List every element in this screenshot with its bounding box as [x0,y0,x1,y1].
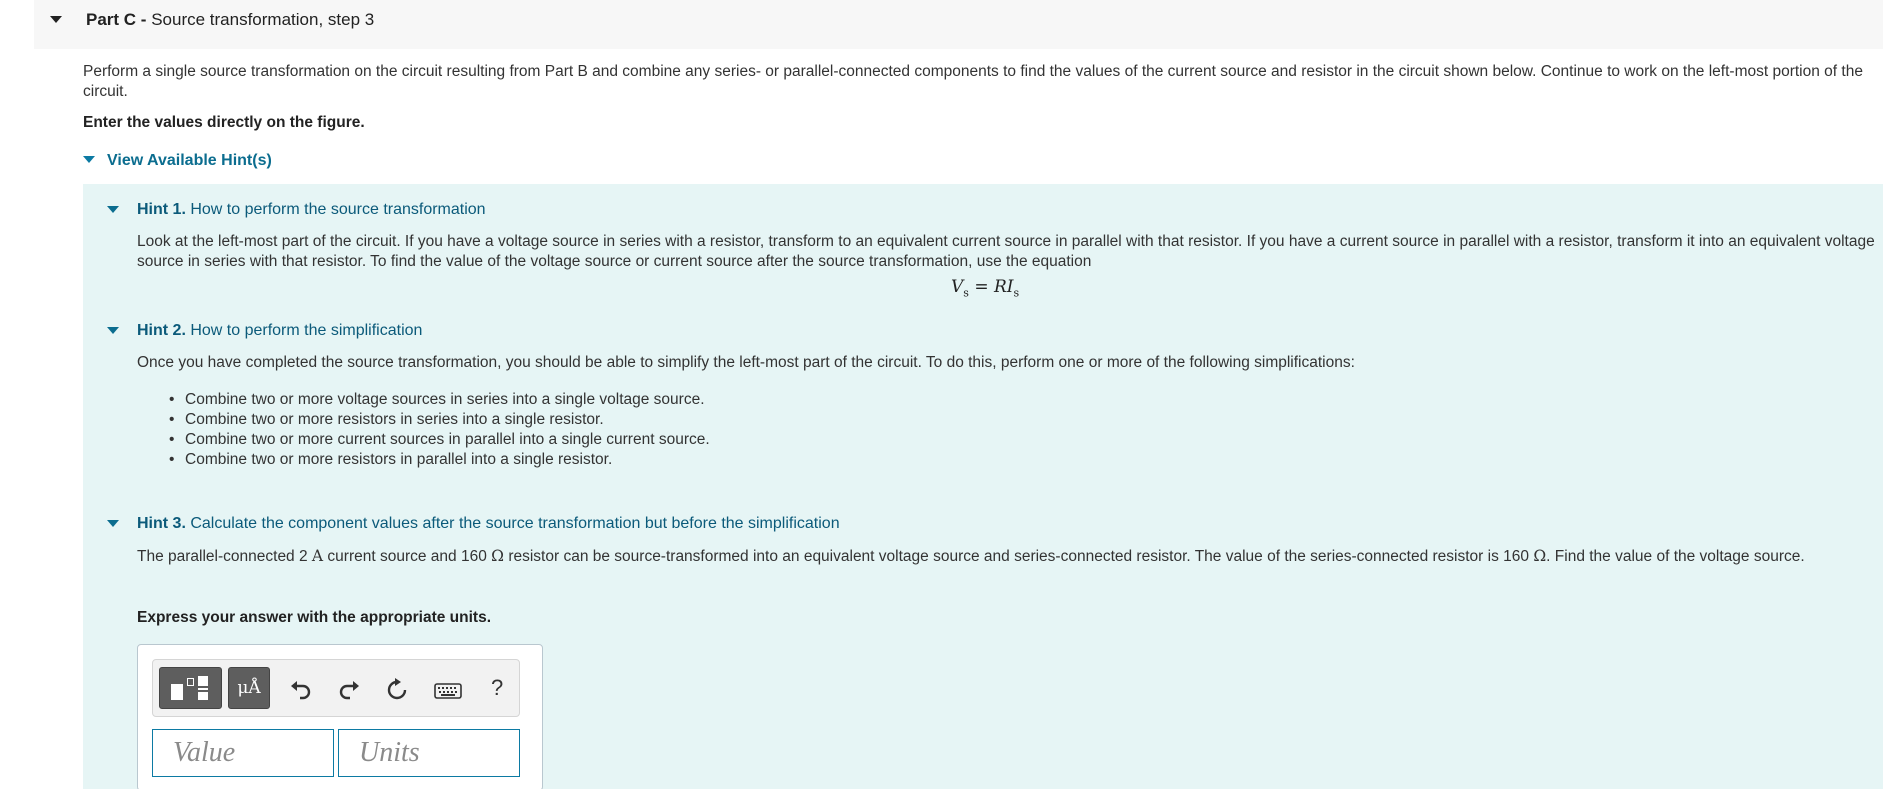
collapse-caret-icon[interactable] [50,16,62,23]
eq-rhs: RI [994,277,1014,297]
list-item: • Combine two or more voltage sources in series into a single voltage source. [169,390,710,410]
express-instruction: Express your answer with the appropriate units. [137,609,492,626]
help-button[interactable]: ? [491,675,504,700]
math-toolbar [152,659,520,717]
hint-2-header[interactable] [137,321,422,341]
unit-ohm: Ω [1533,547,1547,565]
answer-box [137,644,543,789]
part-title [86,10,374,30]
hint-3-text-4: . Find the value of the voltage source. [1546,548,1805,565]
eq-lhs-sub: s [963,286,969,300]
hint-3-text-3: resistor can be source-transformed into an equivalent voltage source and series-connected resistor. The value of the series-connected resistor is 160 [504,548,1534,565]
hint-3-header[interactable] [137,514,840,534]
eq-lhs: V [951,277,964,297]
list-item: • Combine two or more current sources in parallel into a single current source. [169,430,710,450]
eq-operator: = [968,277,994,297]
hint-3-body [137,546,1883,567]
hint-1-equation [951,277,1019,299]
hints-caret-icon[interactable] [83,156,95,163]
hint-1-number: Hint 1. [137,201,186,218]
view-hints-label[interactable]: View Available Hint(s) [107,152,272,169]
hint-3-number: Hint 3. [137,515,186,532]
redo-icon[interactable] [336,677,362,703]
hint-3-caret-icon[interactable] [107,520,119,527]
hint-3-text-1: The parallel-connected 2 [137,548,312,565]
reset-icon[interactable] [384,677,410,703]
hint-1-caret-icon[interactable] [107,206,119,213]
keyboard-icon[interactable] [433,677,463,703]
units-button[interactable] [228,667,270,709]
instruction-text: Enter the values directly on the figure. [83,114,365,131]
list-item: • Combine two or more resistors in parallel into a single resistor. [169,450,710,470]
units-button-label: μÅ [237,678,261,698]
unit-ampere: A [311,547,324,565]
eq-rhs-sub: s [1013,286,1020,300]
simplification-list [169,390,710,470]
hint-2-number: Hint 2. [137,322,186,339]
undo-icon[interactable] [288,677,314,703]
hint-1-body: Look at the left-most part of the circuit. If you have a voltage source in series with a resistor, transform to an equivalent current source in parallel with that resistor. If you have a current source in parallel with a resistor, transform it into an equivalent voltage source in series with that resistor. To find the value of the voltage source or current source after the source transformation, use the equation [137,233,1875,270]
hint-2-title: How to perform the simplification [190,322,423,339]
part-header[interactable] [34,0,1883,49]
unit-ohm: Ω [491,547,505,565]
units-input[interactable] [338,729,520,777]
hint-2-body: Once you have completed the source transformation, you should be able to simplify the left-most part of the circuit. To do this, perform one or more of the following simplifications: [137,354,1355,371]
problem-intro: Perform a single source transformation on the circuit resulting from Part B and combine any series- or parallel-connected components to find the values of the current source and resistor in the circuit shown below. Continue to work on the left-most portion of the circuit. [83,63,1863,100]
hint-3-title: Calculate the component values after the source transformation but before the simplification [190,515,840,532]
hint-3-text-2: current source and 160 [323,548,492,565]
part-title-text: Source transformation, step 3 [151,10,375,29]
list-item: • Combine two or more resistors in series into a single resistor. [169,410,710,430]
part-label: Part C - [86,10,147,29]
hint-1-title: How to perform the source transformation [190,201,486,218]
hint-1-header[interactable] [137,200,486,220]
value-input[interactable] [152,729,334,777]
hint-2-caret-icon[interactable] [107,327,119,334]
templates-button[interactable] [159,667,222,709]
